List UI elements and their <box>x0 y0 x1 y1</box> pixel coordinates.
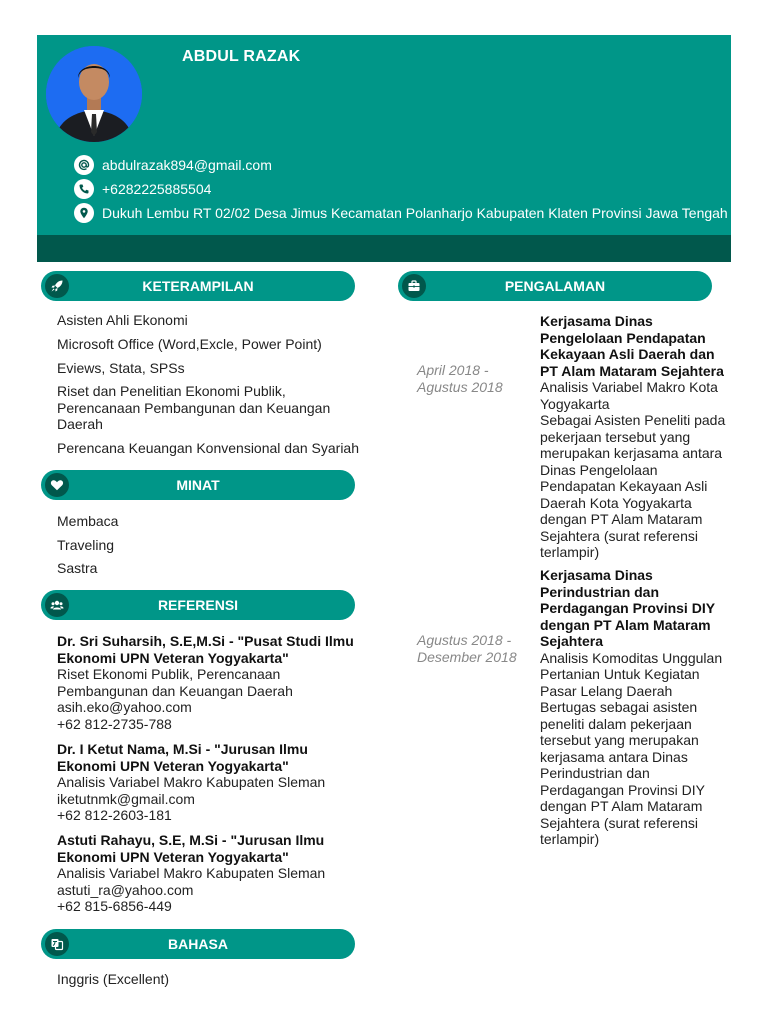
experience-title: Kerjasama Dinas Perindustrian dan Perdagangan Provinsi DIY dengan PT Alam Mataram Sejahtera <box>540 567 715 649</box>
reference-phone[interactable]: +62 812-2735-788 <box>57 715 172 732</box>
reference-name: Dr. Sri Suharsih, S.E,M.Si - "Pusat Studi Ilmu Ekonomi UPN Veteran Yogyakarta" <box>57 633 354 666</box>
section-title-references: REFERENSI <box>157 597 239 613</box>
at-icon <box>74 155 94 175</box>
reference-desc: Analisis Variabel Makro Kabupaten Sleman <box>57 865 326 881</box>
experience-entry <box>540 567 726 848</box>
section-title-experience: PENGALAMAN <box>504 278 606 294</box>
users-icon <box>45 593 69 617</box>
experience-date: April 2018 - Agustus 2018 <box>417 362 503 395</box>
section-header-interests <box>41 470 355 500</box>
address-text: Dukuh Lembu RT 02/02 Desa Jimus Kecamatan Polanharjo Kabupaten Klaten Provinsi Jawa Tengah <box>102 205 728 221</box>
email-text[interactable]: abdulrazak894@gmail.com <box>102 157 272 173</box>
skill-item: Asisten Ahli Ekonomi <box>57 312 188 328</box>
reference-phone[interactable]: +62 815-6856-449 <box>57 898 172 914</box>
rocket-icon <box>45 274 69 298</box>
phone-text[interactable]: +6282225885504 <box>102 181 212 197</box>
experience-desc: Sebagai Asisten Peneliti pada pekerjaan tersebut yang merupakan kerjasama antara Dinas Pengelolaan Pendapatan Kekayaan Asli Daerah Kota Yogyakarta dengan PT Alam Mataram Sejahtera (surat referensi terlampir) <box>540 412 726 560</box>
section-title-skills: KETERAMPILAN <box>142 278 254 294</box>
profile-name: ABDUL RAZAK <box>182 48 301 65</box>
experience-desc: Bertugas sebagai asisten peneliti dalam pekerjaan tersebut yang merupakan kerjasama antara Dinas Perindustrian dan Perdagangan Provinsi DIY dengan PT Alam Mataram Sejahtera (surat referensi terlampir) <box>540 699 705 847</box>
experience-title: Kerjasama Dinas Pengelolaan Pendapatan Kekayaan Asli Daerah dan PT Alam Mataram Sejahtera <box>540 313 724 379</box>
section-header-experience <box>398 271 712 301</box>
section-header-language <box>41 929 355 959</box>
section-title-interests: MINAT <box>176 477 220 493</box>
contact-address <box>74 203 728 223</box>
reference-email[interactable]: iketutnmk@gmail.com <box>57 790 195 807</box>
reference-entry <box>57 741 367 824</box>
experience-entry <box>540 313 726 561</box>
reference-entry <box>57 633 367 732</box>
location-pin-icon <box>74 203 94 223</box>
experience-subtitle: Analisis Variabel Makro Kota Yogyakarta <box>540 379 718 412</box>
experience-subtitle: Analisis Komoditas Unggulan Pertanian Untuk Kegiatan Pasar Lelang Daerah <box>540 649 723 699</box>
heart-icon <box>45 473 69 497</box>
profile-photo <box>46 46 142 142</box>
reference-desc: Analisis Variabel Makro Kabupaten Sleman <box>57 774 326 790</box>
contact-email <box>74 155 272 175</box>
contact-phone <box>74 179 211 199</box>
interest-item: Traveling <box>57 537 115 553</box>
interest-item: Sastra <box>57 560 98 576</box>
briefcase-icon <box>402 274 426 298</box>
translate-icon <box>45 932 69 956</box>
skill-item: Perencana Keuangan Konvensional dan Syariah <box>57 440 360 456</box>
interest-item: Membaca <box>57 513 119 529</box>
language-item: Inggris (Excellent) <box>57 971 170 987</box>
reference-email[interactable]: asih.eko@yahoo.com <box>57 699 192 715</box>
experience-date: Agustus 2018 - Desember 2018 <box>417 632 517 665</box>
reference-entry <box>57 832 367 915</box>
reference-name: Dr. I Ketut Nama, M.Si - "Jurusan Ilmu Ekonomi UPN Veteran Yogyakarta" <box>57 741 308 774</box>
section-header-references <box>41 590 355 620</box>
reference-phone[interactable]: +62 812-2603-181 <box>57 807 172 823</box>
header-band <box>37 235 731 262</box>
profile-header <box>37 35 731 235</box>
reference-desc: Riset Ekonomi Publik, Perencanaan Pembangunan dan Keuangan Daerah <box>57 666 293 699</box>
section-header-skills <box>41 271 355 301</box>
section-title-language: BAHASA <box>168 936 228 952</box>
skill-item: Microsoft Office (Word,Excle, Power Point) <box>57 336 322 352</box>
reference-name: Astuti Rahayu, S.E, M.Si - "Jurusan Ilmu Ekonomi UPN Veteran Yogyakarta" <box>57 832 325 865</box>
skill-item: Riset dan Penelitian Ekonomi Publik, Perencanaan Pembangunan dan Keuangan Daerah <box>57 383 331 432</box>
reference-email[interactable]: astuti_ra@yahoo.com <box>57 881 194 898</box>
phone-icon <box>74 179 94 199</box>
skill-item: Eviews, Stata, SPSs <box>57 360 185 376</box>
